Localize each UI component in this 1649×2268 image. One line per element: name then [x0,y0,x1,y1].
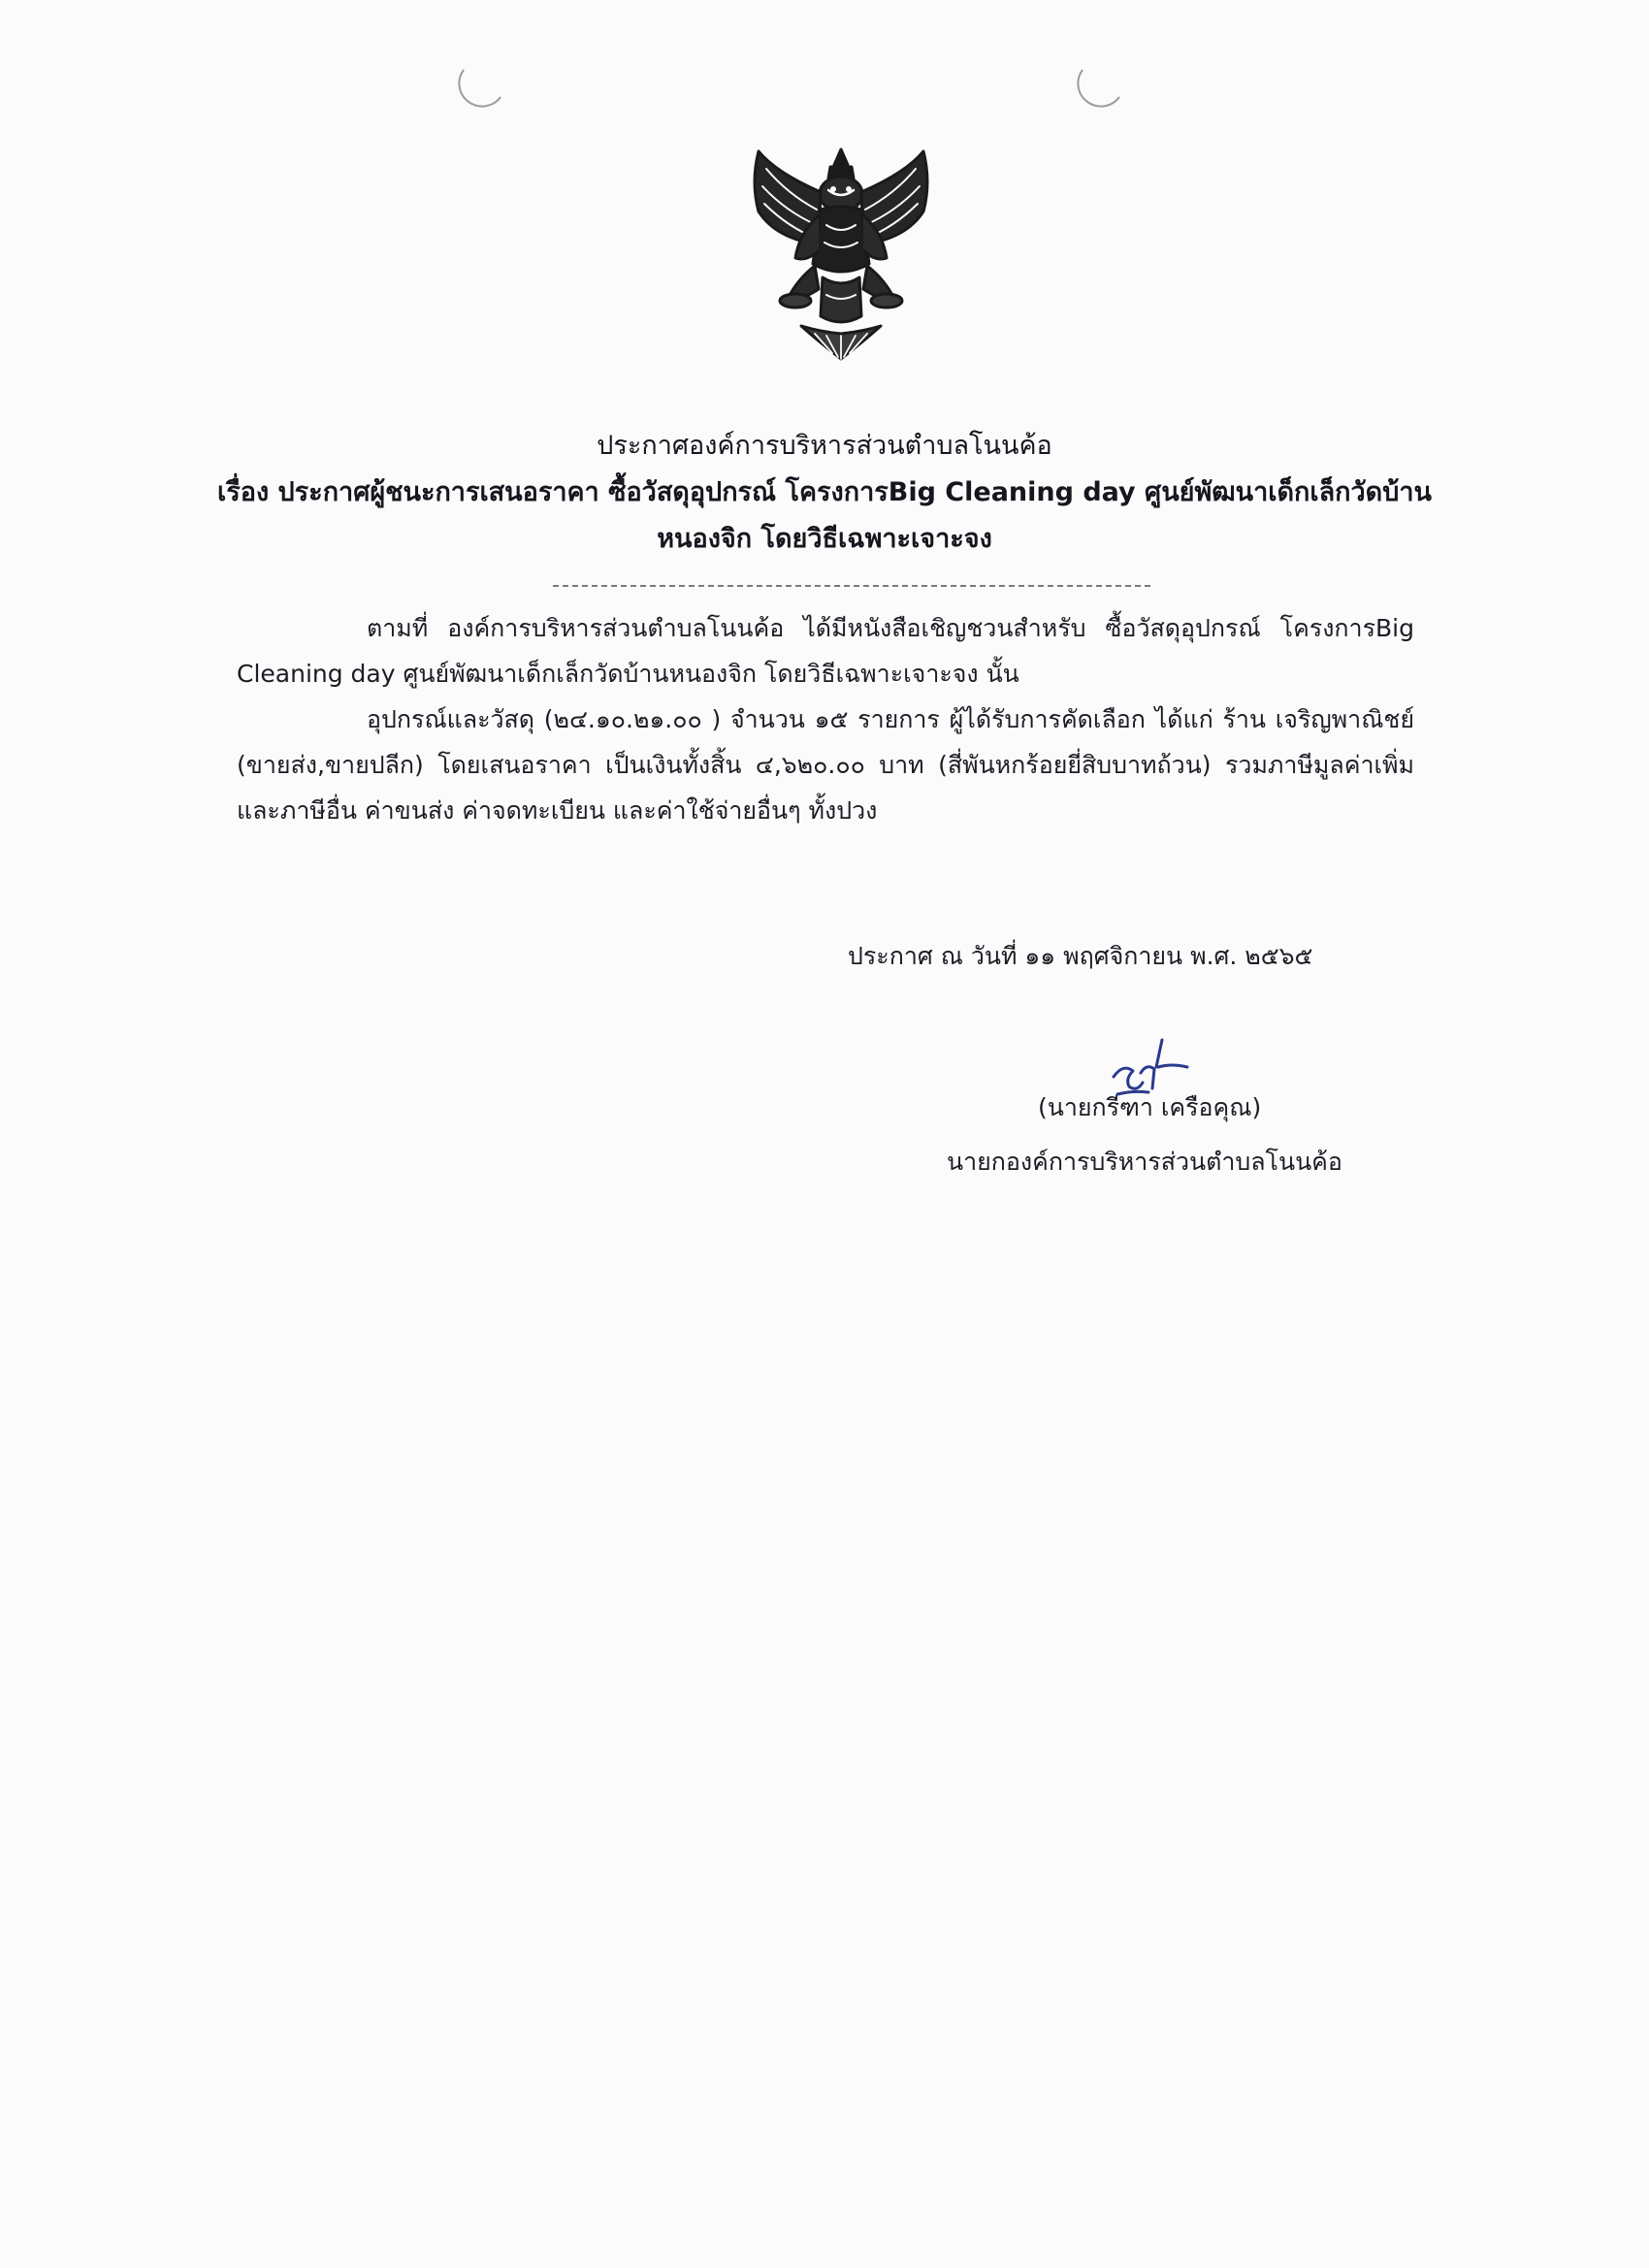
announcement-date: ประกาศ ณ วันที่ ๑๑ พฤศจิกายน พ.ศ. ๒๕๖๕ [848,942,1313,970]
divider [553,585,1150,587]
paragraph-2-line-1: อุปกรณ์และวัสดุ (๒๔.๑๐.๒๑.๐๐ ) จำนวน ๑๕ รายการ ผู้ได้รับการคัดเลือก ได้แก่ ร้าน เจริญพาณิชย์ [367,705,1414,733]
subject-line-continued: หนองจิก โดยวิธีเฉพาะเจาะจง [657,524,992,554]
page-title: ประกาศองค์การบริหารส่วนตำบลโนนค้อ [597,431,1052,461]
paragraph-2-line-3: และภาษีอื่น ค่าขนส่ง ค่าจดทะเบียน และค่าใช้จ่ายอื่นๆ ทั้งปวง [237,796,878,825]
signer-name: (นายกรีฑา เครือคุณ) [1038,1093,1262,1121]
signer-title: นายกองค์การบริหารส่วนตำบลโนนค้อ [947,1148,1342,1176]
punch-hole-left-icon [456,56,510,111]
subject-line: เรื่อง ประกาศผู้ชนะการเสนอราคา ซื้อวัสดุอุปกรณ์ โครงการBig Cleaning day ศูนย์พัฒนาเด็กเล็กวัดบ้าน [217,477,1432,507]
paragraph-2-line-2: (ขายส่ง,ขายปลีก) โดยเสนอราคา เป็นเงินทั้งสิ้น ๔,๖๒๐.๐๐ บาท (สี่พันหกร้อยยี่สิบบาทถ้วน) รวมภาษีมูลค่าเพิ่ม [237,751,1414,779]
punch-hole-right-icon [1075,56,1129,111]
garuda-emblem-icon [737,144,946,367]
paragraph-1-line-2: Cleaning day ศูนย์พัฒนาเด็กเล็กวัดบ้านหนองจิก โดยวิธีเฉพาะเจาะจง นั้น [237,660,1019,688]
paragraph-1-line-1: ตามที่ องค์การบริหารส่วนตำบลโนนค้อ ได้มีหนังสือเชิญชวนสำหรับ ซื้อวัสดุอุปกรณ์ โครงการBig [367,614,1414,642]
